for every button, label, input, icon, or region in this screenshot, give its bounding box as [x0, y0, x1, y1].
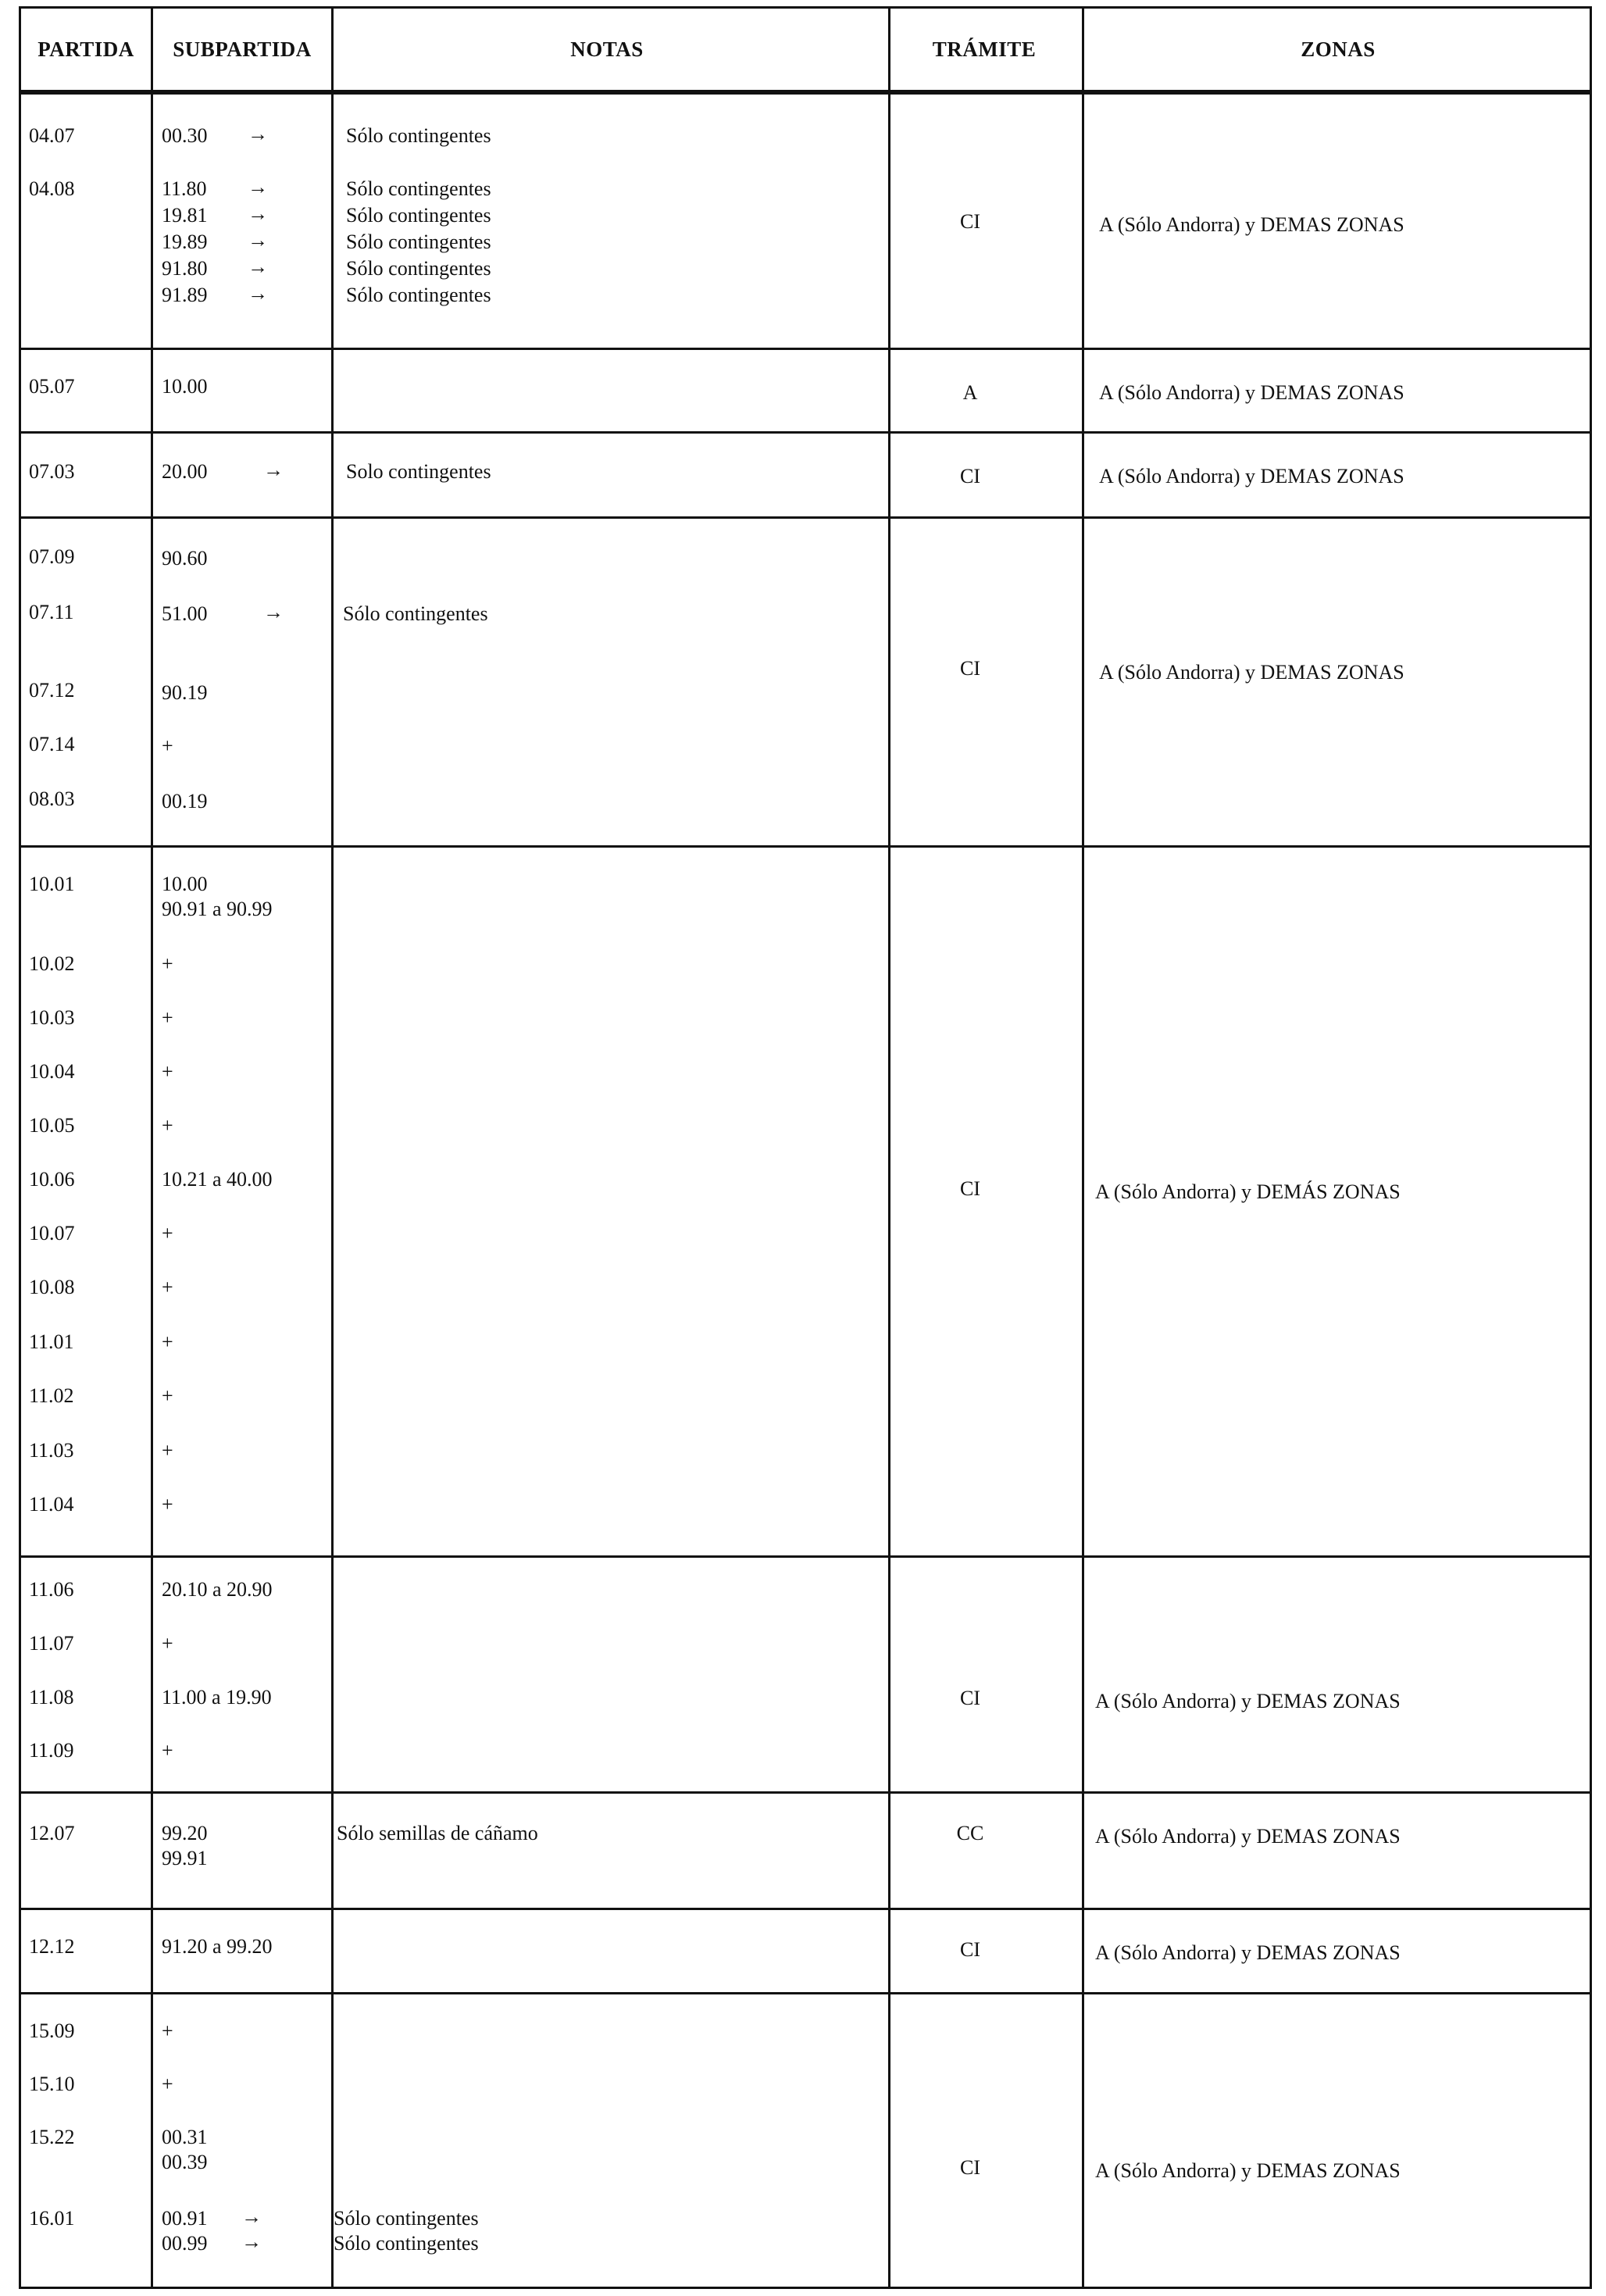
- subpartida-code: 20.00: [162, 460, 208, 483]
- partida-code: 11.02: [29, 1384, 74, 1407]
- partida-code: 15.10: [29, 2073, 75, 2095]
- nota-text: Solo contingentes: [346, 460, 491, 483]
- partida-code: 04.07: [29, 124, 75, 147]
- tramite-value: CI: [960, 465, 980, 487]
- subpartida-code: 19.89: [162, 230, 208, 253]
- table-block: [19, 845, 1592, 1558]
- subpartida-code: +: [162, 1060, 173, 1083]
- subpartida-code: 00.39: [162, 2151, 208, 2173]
- arrow-icon: →: [248, 282, 268, 305]
- partida-code: 10.08: [29, 1276, 75, 1298]
- zonas-value: A (Sólo Andorra) y DEMAS ZONAS: [1095, 1690, 1401, 1712]
- tramite-value: CC: [956, 1822, 984, 1844]
- partida-code: 15.09: [29, 2019, 75, 2042]
- nota-text: Sólo contingentes: [346, 177, 491, 200]
- subpartida-code: 10.21 a 40.00: [162, 1168, 273, 1191]
- subpartida-code: 90.91 a 90.99: [162, 898, 273, 920]
- partida-code: 11.06: [29, 1578, 74, 1601]
- subpartida-code: 00.19: [162, 790, 208, 812]
- subpartida-code: 11.80: [162, 177, 207, 200]
- subpartida-code: 99.20: [162, 1822, 208, 1844]
- subpartida-code: 10.00: [162, 873, 208, 895]
- subpartida-code: 99.91: [162, 1847, 208, 1869]
- tramite-value: CI: [960, 210, 980, 233]
- table-header: [19, 6, 1592, 92]
- partida-code: 07.03: [29, 460, 75, 483]
- partida-code: 12.07: [29, 1822, 75, 1844]
- partida-code: 10.03: [29, 1006, 75, 1029]
- zonas-value: A (Sólo Andorra) y DEMÁS ZONAS: [1095, 1180, 1401, 1203]
- arrow-icon: →: [263, 459, 284, 481]
- nota-text: Sólo semillas de cáñamo: [337, 1822, 538, 1844]
- partida-code: 07.14: [29, 733, 75, 755]
- zonas-value: A (Sólo Andorra) y DEMAS ZONAS: [1099, 381, 1404, 404]
- arrow-icon: →: [248, 255, 268, 278]
- partida-code: 08.03: [29, 787, 75, 810]
- subpartida-code: 10.00: [162, 375, 208, 398]
- subpartida-code: +: [162, 1006, 173, 1029]
- zonas-value: A (Sólo Andorra) y DEMAS ZONAS: [1099, 213, 1404, 236]
- table-block: [19, 348, 1592, 434]
- subpartida-code: +: [162, 2019, 173, 2042]
- subpartida-code: 19.81: [162, 204, 208, 227]
- tramite-value: A: [962, 381, 978, 404]
- subpartida-code: 00.30: [162, 124, 208, 147]
- nota-text: Sólo contingentes: [346, 284, 491, 306]
- partida-code: 11.03: [29, 1439, 74, 1462]
- arrow-icon: →: [241, 2205, 262, 2228]
- nota-text: Sólo contingentes: [334, 2232, 479, 2255]
- partida-code: 11.01: [29, 1330, 74, 1353]
- table-block: [19, 1992, 1592, 2289]
- arrow-icon: →: [248, 229, 268, 252]
- subpartida-code: 91.89: [162, 284, 208, 306]
- partida-code: 15.22: [29, 2126, 75, 2148]
- subpartida-code: +: [162, 1330, 173, 1353]
- zonas-value: A (Sólo Andorra) y DEMAS ZONAS: [1095, 2159, 1401, 2182]
- tramite-value: CI: [960, 1687, 980, 1709]
- subpartida-code: 00.91: [162, 2207, 208, 2230]
- partida-code: 10.01: [29, 873, 75, 895]
- partida-code: 10.07: [29, 1222, 75, 1244]
- subpartida-code: 91.80: [162, 257, 208, 280]
- subpartida-code: +: [162, 1632, 173, 1655]
- subpartida-code: +: [162, 1114, 173, 1137]
- partida-code: 11.07: [29, 1632, 74, 1655]
- table-block: [19, 1555, 1592, 1794]
- table-block: [19, 92, 1592, 350]
- zonas-value: A (Sólo Andorra) y DEMAS ZONAS: [1099, 465, 1404, 487]
- subpartida-code: 90.19: [162, 681, 208, 704]
- table-block: [19, 1791, 1592, 1910]
- partida-code: 11.04: [29, 1493, 74, 1516]
- tramite-value: CI: [960, 1938, 980, 1961]
- zonas-value: A (Sólo Andorra) y DEMAS ZONAS: [1095, 1825, 1401, 1848]
- nota-text: Sólo contingentes: [346, 124, 491, 147]
- partida-code: 11.08: [29, 1686, 74, 1709]
- zonas-value: A (Sólo Andorra) y DEMAS ZONAS: [1099, 661, 1404, 684]
- subpartida-code: +: [162, 734, 173, 757]
- subpartida-code: 91.20 a 99.20: [162, 1935, 273, 1958]
- subpartida-code: +: [162, 1384, 173, 1407]
- subpartida-code: 11.00 a 19.90: [162, 1686, 272, 1709]
- partida-code: 07.12: [29, 679, 75, 702]
- nota-text: Sólo contingentes: [346, 257, 491, 280]
- header-partida: PARTIDA: [37, 37, 134, 61]
- arrow-icon: →: [263, 601, 284, 623]
- subpartida-code: +: [162, 1222, 173, 1244]
- subpartida-code: 20.10 a 20.90: [162, 1578, 273, 1601]
- subpartida-code: +: [162, 1493, 173, 1516]
- arrow-icon: →: [241, 2230, 262, 2253]
- subpartida-code: +: [162, 1439, 173, 1462]
- nota-text: Sólo contingentes: [346, 230, 491, 253]
- table-block: [19, 1908, 1592, 1994]
- subpartida-code: +: [162, 1739, 173, 1762]
- partida-code: 10.02: [29, 952, 75, 975]
- subpartida-code: 90.60: [162, 547, 208, 570]
- partida-code: 04.08: [29, 177, 75, 200]
- partida-code: 05.07: [29, 375, 75, 398]
- tramite-value: CI: [960, 1177, 980, 1200]
- partida-code: 10.04: [29, 1060, 75, 1083]
- tramite-value: CI: [960, 657, 980, 680]
- tramite-value: CI: [960, 2156, 980, 2179]
- nota-text: Sólo contingentes: [346, 204, 491, 227]
- partida-code: 16.01: [29, 2207, 75, 2230]
- arrow-icon: →: [248, 176, 268, 198]
- subpartida-code: 00.99: [162, 2232, 208, 2255]
- header-subpartida: SUBPARTIDA: [173, 37, 312, 61]
- zonas-value: A (Sólo Andorra) y DEMAS ZONAS: [1095, 1941, 1401, 1964]
- subpartida-code: 51.00: [162, 602, 208, 625]
- partida-code: 07.11: [29, 601, 74, 623]
- arrow-icon: →: [248, 202, 268, 225]
- partida-code: 10.05: [29, 1114, 75, 1137]
- subpartida-code: +: [162, 952, 173, 975]
- subpartida-code: 00.31: [162, 2126, 208, 2148]
- subpartida-code: +: [162, 2073, 173, 2095]
- subpartida-code: +: [162, 1276, 173, 1298]
- nota-text: Sólo contingentes: [334, 2207, 479, 2230]
- arrow-icon: →: [248, 123, 268, 145]
- header-tramite: TRÁMITE: [932, 37, 1037, 61]
- nota-text: Sólo contingentes: [343, 602, 488, 625]
- header-zonas: ZONAS: [1301, 37, 1376, 61]
- partida-code: 10.06: [29, 1168, 75, 1191]
- partida-code: 07.09: [29, 545, 75, 568]
- table-block: [19, 431, 1592, 519]
- header-notas: NOTAS: [570, 37, 644, 61]
- partida-code: 11.09: [29, 1739, 74, 1762]
- table-block: [19, 516, 1592, 848]
- partida-code: 12.12: [29, 1935, 75, 1958]
